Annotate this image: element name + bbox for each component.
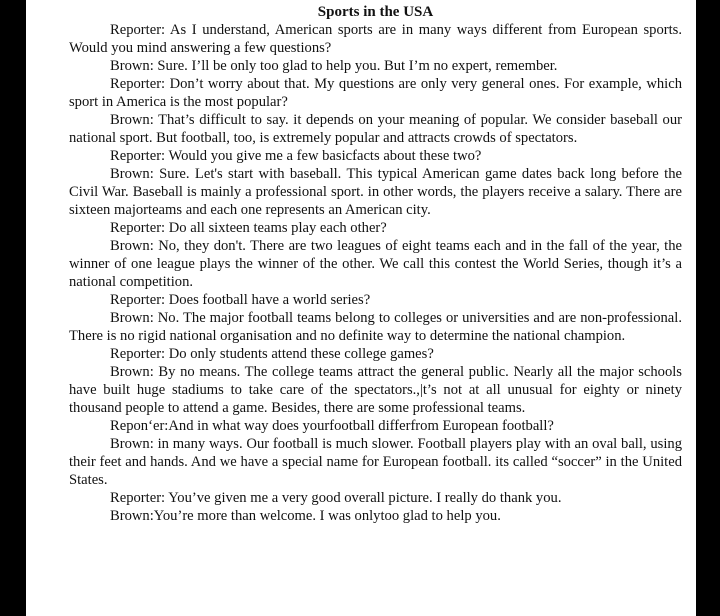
paragraph: Brown: No, they don't. There are two leagues of eight teams each and in the fall of the year, the winner of one league plays the winner of the other. We call this contest the World Series, though it’s a national competition.: [69, 238, 682, 290]
paragraph: Brown: No. The major football teams belong to colleges or universities and are non-professional. There is no rigid national organisation and no definite way to determine the national champion.: [69, 310, 682, 344]
paragraph: Reporter: Would you give me a few basicfacts about these two?: [110, 148, 482, 164]
paragraph: Brown:You’re more than welcome. I was onlytoo glad to help you.: [110, 508, 501, 524]
paragraph: Reporter: As I understand, American sports are in many ways different from European sports. Would you mind answering a few questions?: [69, 22, 682, 56]
paragraph: Brown: By no means. The college teams attract the general public. Nearly all the major schools have built huge stadiums to take care of the spectators.,|t’s not at all unusual for eighty or ninety thousand people to attend a game. Besides, there are some professional teams.: [69, 364, 682, 416]
paragraph: Reporter: Do only students attend these college games?: [110, 346, 434, 362]
document-title: Sports in the USA: [317, 4, 434, 20]
paragraph: Brown: in many ways. Our football is much slower. Football players play with an oval ball, using their feet and hands. And we have a special name for European football. its called “soccer” in the United States.: [69, 436, 682, 488]
paragraph: Brown: That’s difficult to say. it depends on your meaning of popular. We consider baseball our national sport. But football, too, is extremely popular and attracts crowds of spectators.: [69, 112, 682, 146]
paragraph: Brown: Sure. I’ll be only too glad to help you. But I’m no expert, remember.: [110, 58, 558, 74]
paragraph: Brown: Sure. Let's start with baseball. This typical American game dates back long before the Civil War. Baseball is mainly a professional sport. in other words, the players receive a salary. There are sixteen majorteams and each one represents an American city.: [69, 166, 682, 218]
paragraph: Repon‘er:And in what way does yourfootball differfrom European football?: [110, 418, 554, 434]
document-page: [26, 0, 696, 616]
paragraph: Reporter: Does football have a world series?: [110, 292, 371, 308]
paragraph: Reporter: Don’t worry about that. My questions are only very general ones. For example, which sport in America is the most popular?: [69, 76, 682, 110]
paragraph: Reporter: Do all sixteen teams play each other?: [110, 220, 387, 236]
paragraph: Reporter: You’ve given me a very good overall picture. I really do thank you.: [110, 490, 562, 506]
